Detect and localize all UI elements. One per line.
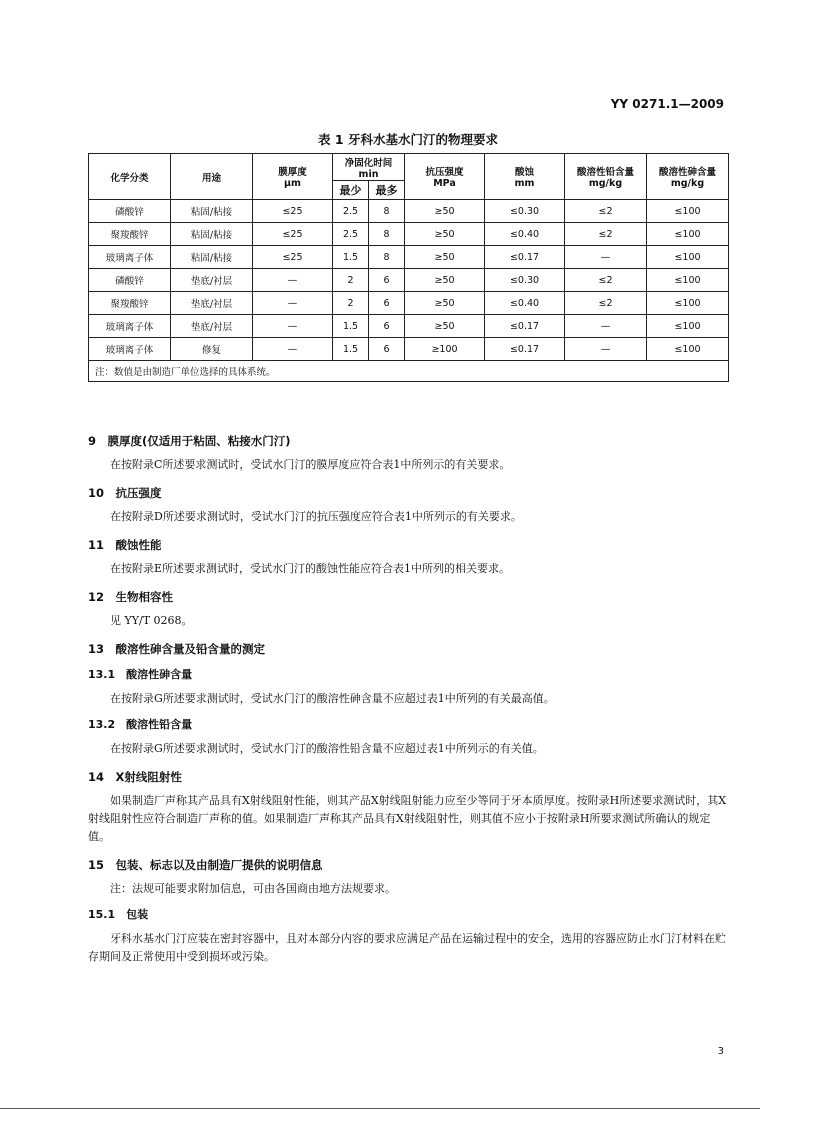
table-cell: ≤100 <box>647 338 729 361</box>
table-cell: ≤100 <box>647 223 729 246</box>
table-cell: 8 <box>369 246 405 269</box>
section-heading: 14 X射线阻射性 <box>88 770 182 784</box>
table-cell: 2 <box>333 269 369 292</box>
table-cell: ≤0.17 <box>485 315 565 338</box>
table-cell: — <box>253 292 333 315</box>
table-note: 注：数值是由制造厂单位选择的具体系统。 <box>89 361 729 382</box>
table-cell: 垫底/衬层 <box>171 269 253 292</box>
table-cell: 1.5 <box>333 246 369 269</box>
table-row <box>89 223 729 246</box>
table-cell: 6 <box>369 292 405 315</box>
table-row <box>89 338 729 361</box>
section-heading: 10 抗压强度 <box>88 486 162 500</box>
page-number: 3 <box>717 1046 724 1057</box>
table-cell: 6 <box>369 269 405 292</box>
table-cell: 8 <box>369 223 405 246</box>
header-erosion: 酸蚀 mm <box>485 154 565 200</box>
table-cell: 粘固/粘接 <box>171 200 253 223</box>
subsection-heading: 15.1 包装 <box>88 908 149 921</box>
table-row <box>89 315 729 338</box>
header-lead: 酸溶性铅含量 mg/kg <box>565 154 647 200</box>
table-cell: ≤0.30 <box>485 200 565 223</box>
table-cell: ≤100 <box>647 269 729 292</box>
section-heading: 15 包装、标志以及由制造厂提供的说明信息 <box>88 858 323 872</box>
table-cell: ≤2 <box>565 223 647 246</box>
table-cell: 粘固/粘接 <box>171 223 253 246</box>
table-cell: ≤100 <box>647 200 729 223</box>
header-arsenic: 酸溶性砷含量 mg/kg <box>647 154 729 200</box>
standard-code: YY 0271.1—2009 <box>610 97 724 111</box>
table-row <box>89 269 729 292</box>
table-cell: ≥100 <box>405 338 485 361</box>
table-cell: — <box>565 315 647 338</box>
paragraph: 见 YY/T 0268。 <box>110 614 193 627</box>
table-cell: ≤0.40 <box>485 292 565 315</box>
table-cell: ≤0.40 <box>485 223 565 246</box>
document-body <box>88 432 728 966</box>
table-cell: 垫底/衬层 <box>171 315 253 338</box>
table-body <box>89 200 729 361</box>
header-min: 最少 <box>333 181 369 200</box>
table-cell: 6 <box>369 315 405 338</box>
header-compressive-strength: 抗压强度 MPa <box>405 154 485 200</box>
table-cell: — <box>253 269 333 292</box>
table-cell: 聚羧酸锌 <box>89 292 171 315</box>
table-cell: 垫底/衬层 <box>171 292 253 315</box>
table-cell: ≤25 <box>253 223 333 246</box>
table-cell: 聚羧酸锌 <box>89 223 171 246</box>
table-cell: ≤2 <box>565 200 647 223</box>
table-cell: 1.5 <box>333 315 369 338</box>
footer-rule <box>0 1108 760 1109</box>
table-cell: 2 <box>333 292 369 315</box>
paragraph: 注：法规可能要求附加信息，可由各国商由地方法规要求。 <box>110 882 396 895</box>
table-cell: 1.5 <box>333 338 369 361</box>
table-cell: ≤2 <box>565 292 647 315</box>
table-cell: ≤25 <box>253 200 333 223</box>
table-cell: ≤100 <box>647 246 729 269</box>
table-cell: 8 <box>369 200 405 223</box>
table-cell: ≤100 <box>647 292 729 315</box>
paragraph: 在按附录G所述要求测试时，受试水门汀的酸溶性砷含量不应超过表1中所列的有关最高值。 <box>110 692 555 705</box>
table-cell: 2.5 <box>333 200 369 223</box>
header-use: 用途 <box>171 154 253 200</box>
header-setting-time: 净固化时间 min <box>333 154 405 181</box>
table-cell: ≥50 <box>405 292 485 315</box>
subsection-heading: 13.1 酸溶性砷含量 <box>88 668 193 681</box>
table-cell: ≤2 <box>565 269 647 292</box>
paragraph: 在按附录E所述要求测试时，受试水门汀的酸蚀性能应符合表1中所列的相关要求。 <box>110 562 511 575</box>
table-cell: 磷酸锌 <box>89 269 171 292</box>
requirements-table <box>88 153 729 382</box>
paragraph: 如果制造厂声称其产品具有X射线阻射性能，则其产品X射线阻射能力应至少等同于牙本质厚度。按附录H所述要求测试时，其X射线阻射性应符合制造厂声称的值。如果制造厂声称其产品具有X射线阻射性，则其值不应小于按附录H所要求测试所确认的规定值。 <box>88 794 727 843</box>
paragraph: 在按附录C所述要求测试时，受试水门汀的膜厚度应符合表1中所列示的有关要求。 <box>110 458 511 471</box>
table-cell: ≤100 <box>647 315 729 338</box>
table-cell: ≥50 <box>405 223 485 246</box>
requirements-table-wrap <box>88 153 728 382</box>
table-cell: 6 <box>369 338 405 361</box>
table-cell: ≥50 <box>405 200 485 223</box>
header-film-thickness: 膜厚度 μm <box>253 154 333 200</box>
table-cell: 玻璃离子体 <box>89 315 171 338</box>
table-cell: — <box>565 338 647 361</box>
section-heading: 9 膜厚度(仅适用于粘固、粘接水门汀) <box>88 434 291 448</box>
table-cell: ≤0.17 <box>485 246 565 269</box>
subsection-heading: 13.2 酸溶性铅含量 <box>88 718 193 731</box>
paragraph: 牙科水基水门汀应装在密封容器中，且对本部分内容的要求应满足产品在运输过程中的安全，选用的容器应防止水门汀材料在贮存期间及正常使用中受到损坏或污染。 <box>88 932 726 963</box>
table-cell: ≤0.17 <box>485 338 565 361</box>
table-cell: 修复 <box>171 338 253 361</box>
table-cell: ≥50 <box>405 269 485 292</box>
table-row <box>89 246 729 269</box>
table-cell: 粘固/粘接 <box>171 246 253 269</box>
table-cell: 玻璃离子体 <box>89 246 171 269</box>
table-cell: 磷酸锌 <box>89 200 171 223</box>
section-heading: 13 酸溶性砷含量及铅含量的测定 <box>88 642 266 656</box>
table-cell: ≤0.30 <box>485 269 565 292</box>
table-cell: — <box>565 246 647 269</box>
table-cell: — <box>253 315 333 338</box>
table-cell: — <box>253 338 333 361</box>
paragraph: 在按附录D所述要求测试时，受试水门汀的抗压强度应符合表1中所列示的有关要求。 <box>110 510 522 523</box>
header-category: 化学分类 <box>89 154 171 200</box>
paragraph: 在按附录G所述要求测试时，受试水门汀的酸溶性铅含量不应超过表1中所列示的有关值。 <box>110 742 544 755</box>
table-cell: 2.5 <box>333 223 369 246</box>
section-heading: 12 生物相容性 <box>88 590 174 604</box>
table-cell: ≤25 <box>253 246 333 269</box>
table-row <box>89 292 729 315</box>
table-cell: ≥50 <box>405 246 485 269</box>
table-cell: 玻璃离子体 <box>89 338 171 361</box>
table-row <box>89 200 729 223</box>
table-title: 表 1 牙科水基水门汀的物理要求 <box>318 132 498 147</box>
table-cell: ≥50 <box>405 315 485 338</box>
header-max: 最多 <box>369 181 405 200</box>
section-heading: 11 酸蚀性能 <box>88 538 162 552</box>
